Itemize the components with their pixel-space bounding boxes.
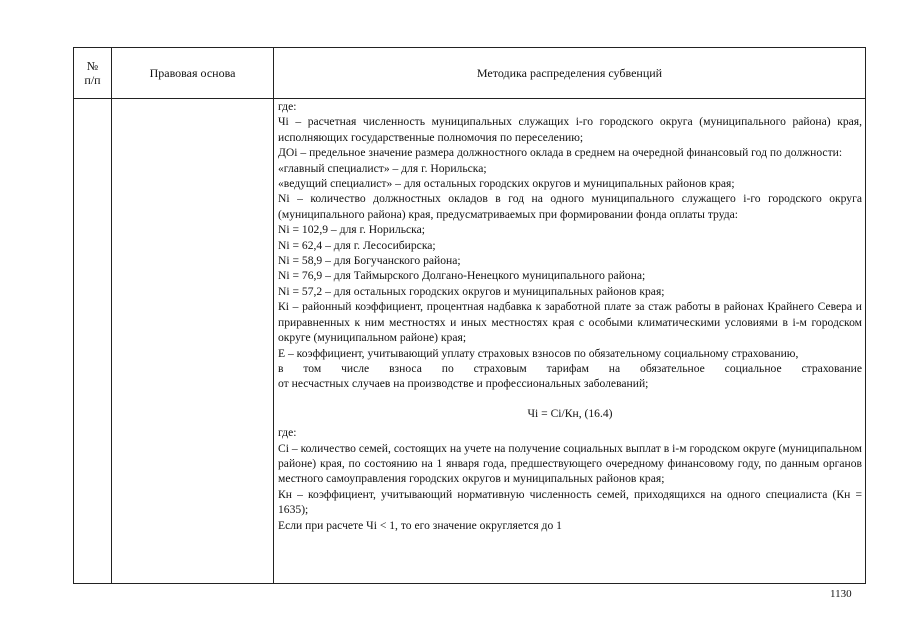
text-line: «ведущий специалист» – для остальных городских округов и муниципальных районов края; [278,177,735,191]
header-num [74,48,111,98]
text-line: Ni = 57,2 – для остальных городских округов и муниципальных районов края; [278,284,665,298]
header-num-text: № п/п [84,59,101,87]
formula-16-4: Чi = Сi/Кн, (16.4) [527,406,613,420]
text-line: Ni – количество должностных окладов в год на одного муниципального служащего i-го городского округа (муниципального района) края, предусматриваемых при формировании фонда оплаты труда: [278,192,862,221]
text-line: Ni = 62,4 – для г. Лесосибирска; [278,238,436,252]
text-line: Е – коэффициент, учитывающий уплату страховых взносов по обязательному социальному страхованию, [278,346,799,360]
text-line: Кi – районный коэффициент, процентная надбавка к заработной плате за стаж работы в районах Крайнего Севера и приравненных к ним местностях и иных местностях края с особыми климатическими условиями в i-м городском округе (муниципальном районе) края; [278,300,862,345]
text-line: от несчастных случаев на производстве и профессиональных заболеваний; [278,377,649,391]
subsidy-method-table [73,47,866,584]
text-line: где: [278,426,297,440]
text-line: где: [278,100,297,113]
text-line: Сi – количество семей, состоящих на учете на получение социальных выплат в i-м городском округе (муниципальном районе) края, по состоянию на 1 января года, предшествующего очередному финансовому году, по данным органов местного самоуправления городских округов и муниципальных районов края; [278,441,862,486]
text-line: «главный специалист» – для г. Норильска; [278,161,487,175]
text-line: Ni = 76,9 – для Таймырского Долгано-Ненецкого муниципального района; [278,269,646,283]
table-header-row [74,48,865,99]
text-line: ДОi – предельное значение размера должностного оклада в среднем на очередной финансовый год по должности: [278,146,843,160]
text-line: в том числе взноса по страховым тарифам на обязательное социальное страхование [278,361,862,375]
text-line: Ni = 102,9 – для г. Норильска; [278,223,425,237]
text-line: Если при расчете Чi < 1, то его значение округляется до 1 [278,518,562,532]
methodology-text [278,99,862,533]
page-number: 1130 [830,588,852,600]
text-line: Чi – расчетная численность муниципальных служащих i-го городского округа (муниципального района) края, исполняющих государственные полномочия по переселению; [278,115,862,144]
text-line: Ni = 58,9 – для Богучанского района; [278,254,461,268]
header-methodology: Методика распределения субвенций [476,66,663,80]
column-divider [273,48,274,583]
header-legal-basis: Правовая основа [149,66,236,80]
column-divider [111,48,112,583]
text-line: Кн – коэффициент, учитывающий нормативную численность семей, приходящихся на одного специалиста (Кн = 1635); [278,487,862,517]
